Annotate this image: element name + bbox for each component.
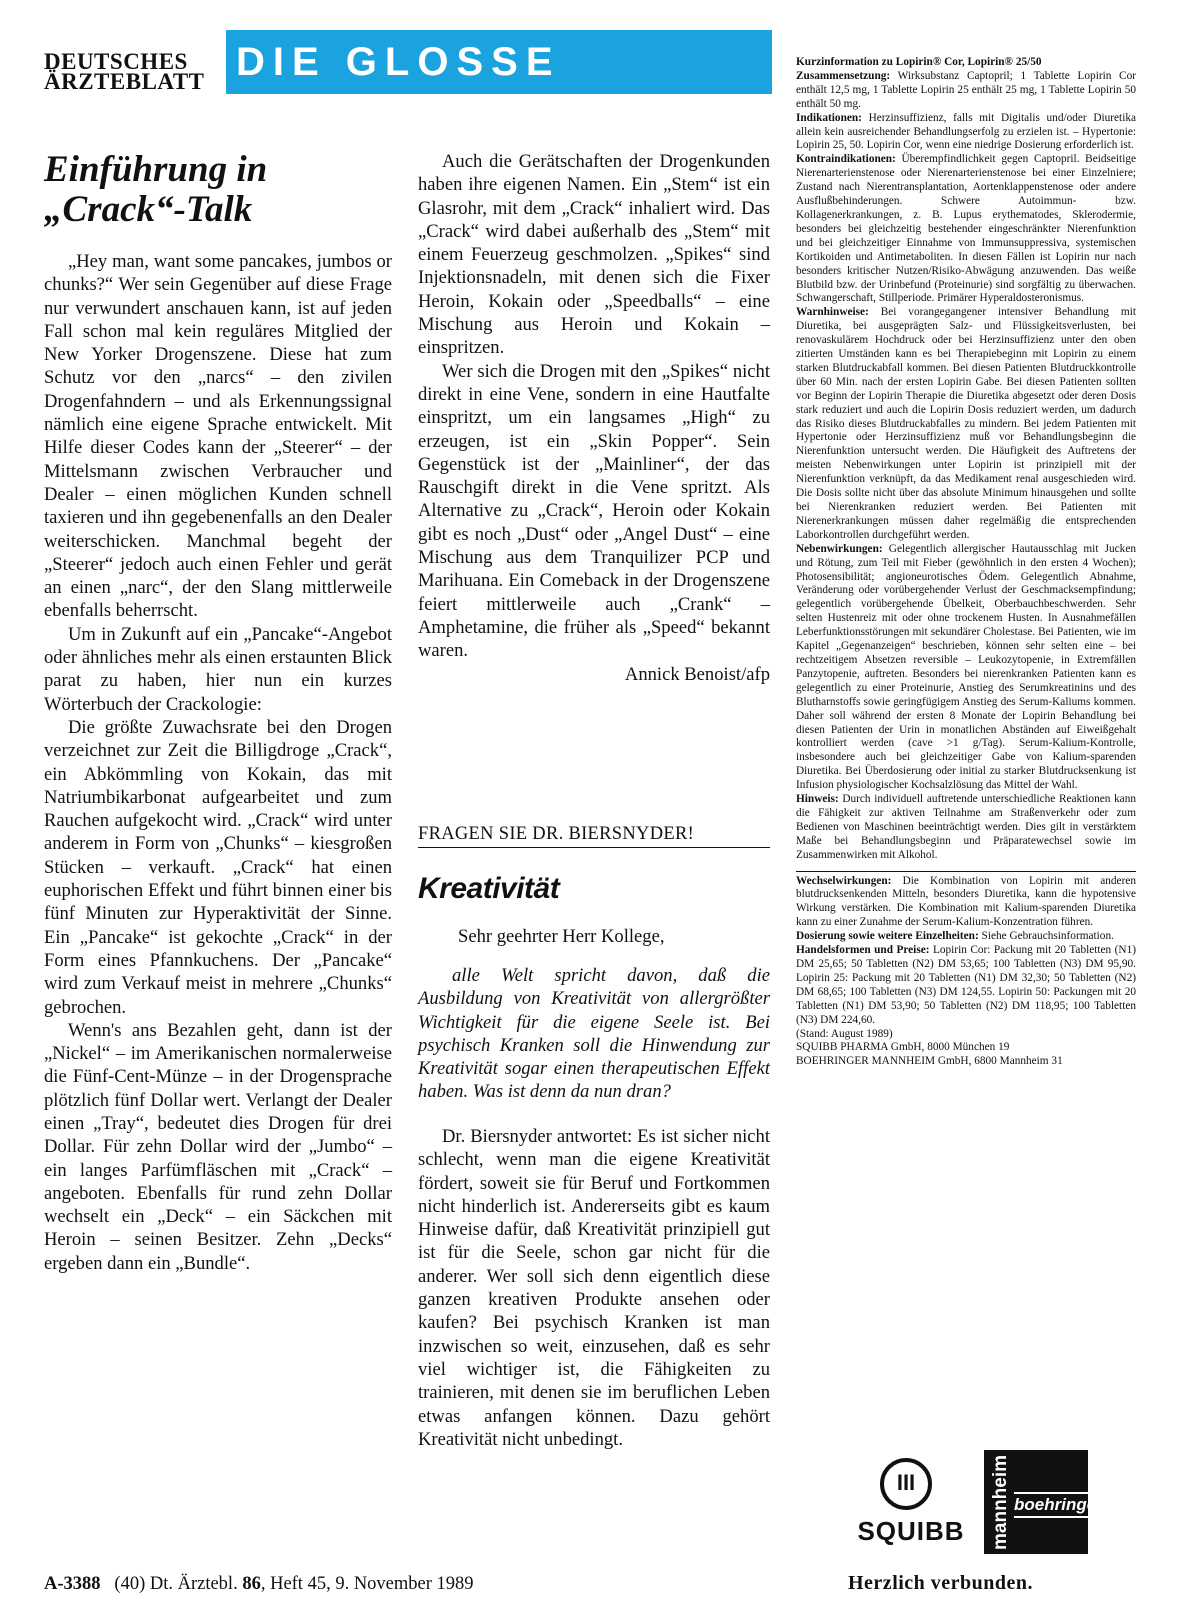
stand-date: (Stand: August 1989) xyxy=(796,1027,893,1040)
article-title xyxy=(44,150,394,230)
journal-ref: (40) Dt. Ärztebl. xyxy=(114,1574,238,1594)
info-paragraph xyxy=(796,793,1136,863)
article-title-line1: Einführung in xyxy=(44,149,268,190)
info-sections-2 xyxy=(796,871,1136,1028)
author-credit: Annick Benoist/afp xyxy=(624,663,770,685)
squibb-wordmark: SQUIBB xyxy=(857,1516,965,1546)
masthead-line1: DEUTSCHES xyxy=(44,49,188,74)
column-heading: FRAGEN SIE DR. BIERSNYDER! xyxy=(418,824,770,848)
reader-question xyxy=(418,964,770,1104)
info-text: Wirksubstanz Captopril; 1 Tablette Lopirin Cor enthält 12,5 mg, 1 Tablette Lopirin 25 enthält 25 mg, 1 Tablette Lopirin 50 enthält 50 mg. xyxy=(796,69,1137,110)
info-paragraph xyxy=(796,930,1136,944)
info-label: Zusammensetzung: xyxy=(796,69,891,82)
masthead xyxy=(44,49,214,94)
info-label: Warnhinweise: xyxy=(796,306,869,319)
info-text: Überempfindlichkeit gegen Captopril. Beidseitige Nierenarterienstenose oder Nierenarterienstenose bei einer Einzelniere; Zustand nach Nierentransplantation, Aortenklappenstenose oder andere Ausflußbehinderungen. Schwere Autoimmun- bzw. Kollagenerkrankungen, z. B. Lupus erythematodes, Sklerodermie, besonders bei gleichzeitig bestehender eingeschränkter Nierenfunktion und bei gleichzeitiger Einnahme von Immunsuppressiva, systemischen Kortikoiden und Antimetaboliten. In diesen Fällen ist Lopirin nur nach besonders kritischer Nutzen/Risiko-Abwägung anzuwenden. Das weiße Blutbild bzw. der Urinbefund (Proteinurie) sind sorgfältig zu überwachen. Schwangerschaft, Stillperiode. Primärer Hyperaldosteronismus. xyxy=(796,153,1136,305)
company-squibb: SQUIBB PHARMA GmbH, 8000 München 19 xyxy=(796,1041,1010,1054)
squibb-emblem-icon: III xyxy=(880,1458,932,1510)
info-paragraph xyxy=(796,944,1136,1027)
info-heading: Kurzinformation zu Lopirin® Cor, Lopirin® 25/50 xyxy=(796,56,1042,68)
info-paragraph xyxy=(796,875,1136,931)
info-paragraph xyxy=(796,153,1136,306)
info-paragraph xyxy=(796,70,1136,112)
squibb-logo xyxy=(856,1458,966,1550)
paragraph: Wenn's ans Bezahlen geht, dann ist der „Nickel“ – im Amerikanischen normalerweise die Fünf-Cent-Münze – in der Drogensprache plötzlich fünf Dollar wert. Verlangt der Dealer einen „Tray“, bedeutet dies Drogen für drei Dollar. Für zehn Dollar wird der „Jumbo“ – ein langes Parfümfläschen mit „Crack“ – angeboten. Ebenfalls für rund zehn Dollar wechselt ein „Deck“ – ein Säckchen mit Heroin – seinen Besitzer. Zehn „Decks“ ergeben dann ein „Bundle“. xyxy=(44,1019,392,1274)
page-footer xyxy=(44,1574,474,1595)
info-paragraph xyxy=(796,543,1136,793)
article2-title: Kreativität xyxy=(418,872,560,905)
salutation: Sehr geehrter Herr Kollege, xyxy=(458,926,665,947)
masthead-line2: ÄRZTEBLATT xyxy=(44,69,205,94)
info-sections xyxy=(796,70,1136,863)
paragraph: „Hey man, want some pancakes, jumbos or chunks?“ Wer sein Gegenüber auf diese Frage nur verwundert anschauen kann, ist auf jeden Fall schon mal kein reguläres Mitglied der New Yorker Drogenszene. Diese hat zum Schutz vor den „narcs“ – den zivilen Drogenfahndern – und als Erkennungssignal nämlich eine eigene Sprache entwickelt. Mit Hilfe dieser Codes kann der „Steerer“ – der Mittelsmann zwischen Verbraucher und Dealer – einen möglichen Kunden schnell taxieren und ihn gegebenenfalls an den Dealer weiterschicken. Manchmal begeht der „Steerer“ jedoch auch einen Fehler und gerät an einen „narc“, der den Slang mittlerweile ebenfalls beherrscht. xyxy=(44,251,392,622)
info-label: Nebenwirkungen: xyxy=(796,542,883,555)
info-text: Herzinsuffizienz, falls mit Digitalis und/oder Diuretika allein kein ausreichender Behandlungserfolg zu erzielen ist. – Hypertonie: Lopirin 25, 50. Lopirin Cor, wenn eine niedrige Dosierung erforderlich ist. xyxy=(796,111,1136,152)
issue-date: , Heft 45, 9. November 1989 xyxy=(260,1574,474,1594)
section-title: DIE GLOSSE xyxy=(236,40,561,84)
question-text: alle Welt spricht davon, daß die Ausbildung von Kreativität von allergrößter Wichtigkeit für die eigene Seele ist. Bei psychisch Kranken soll die Hinwendung zur Kreativität sogar einen therapeutischen Effekt haben. Was ist denn da nun dran? xyxy=(418,965,770,1103)
section-banner xyxy=(226,30,772,94)
info-text: Siehe Gebrauchsinformation. xyxy=(981,930,1114,943)
boehringer-wordmark: boehringer xyxy=(1014,1492,1103,1518)
info-text: Durch individuell auftretende unterschiedliche Reaktionen kann die Fähigkeit zur aktiven Teilnahme am Straßenverkehr oder zum Bedienen von Maschinen beeinträchtigt werden. Dies gilt in verstärktem Maße bei Behandlungsbeginn und Präparatewechsel sowie im Zusammenwirken mit Alkohol. xyxy=(796,793,1136,861)
info-text: Bei vorangegangener intensiver Behandlung mit Diuretika, bei ausgeprägten Salz- und Flüssigkeitsverlusten, bei renovaskulärem Hochdruck oder bei Herzinsuffizienz unter den oben zitierten Umständen kann es bei Therapiebeginn mit Lopirin zu einem starken Blutdruckabfall kommen. Bei diesen Patienten Blutdruckkontrolle über 60 Min. nach der ersten Lopirin Gabe. Bei diesen Patienten sollten vor Beginn der Lopirin Therapie die Diuretika abgesetzt oder deren Dosis stark reduziert und auch die Lopirin Dosis reduziert werden, um dadurch das Risiko dieses Blutdruckabfalles zu mindern. Bei jedem Patienten mit Hypertonie oder Herzinsuffizienz muß vor Behandlungsbeginn die Nierenfunktion untersucht werden. Die Häufigkeit des Auftretens der meisten Nebenwirkungen unter Lopirin ist prinzipiell mit der Nierenfunktion verknüpft, da das Medikament renal ausgeschieden wird. Die Dosis sollte nicht über das absolute Minimum hinausgehen und sollte bei Nierenkranken reduziert werden. Bei Patienten mit Nierenerkrankungen müssen daher regelmäßig die entsprechenden Laborkontrollen durchgeführt werden. xyxy=(796,306,1136,541)
ad-tagline: Herzlich verbunden. xyxy=(848,1572,1034,1594)
mannheim-wordmark: mannheim xyxy=(990,1454,1011,1550)
info-label: Kontraindikationen: xyxy=(796,153,896,166)
company-boehringer: BOEHRINGER MANNHEIM GmbH, 6800 Mannheim 31 xyxy=(796,1055,1063,1068)
info-text: Die Kombination von Lopirin mit anderen blutdrucksenkenden Mitteln, besonders Diuretika, kann die hypotensive Wirkung verstärken. Die Kombination mit Kalium-sparenden Diuretika kann zu einer Zunahme der Serum-Kalium-Konzentration führen. xyxy=(796,874,1136,929)
info-label: Indikationen: xyxy=(796,111,862,124)
article-column-2 xyxy=(418,150,770,686)
paragraph: Dr. Biersnyder antwortet: Es ist sicher nicht schlecht, wenn man die eigene Kreativität fördert, soweit sie für Beruf und Fortkommen nicht hinderlich ist. Andererseits gibt es kaum Hinweise dafür, daß Kreativität prinzipiell gut ist für die Seele, schon gar nicht für die anderer. Wer soll sich denn eigentlich diese ganzen kreativen Produkte ansehen oder kaufen? Bei psychisch Kranken ist man inzwischen so weit, einzusehen, daß es sehr viel wichtiger ist, die Fähigkeiten zu trainieren, mit denen sie im beruflichen Leben etwas anfangen können. Dazu gehört Kreativität nicht unbedingt. xyxy=(418,1126,770,1450)
paragraph: Die größte Zuwachsrate bei den Drogen verzeichnet zur Zeit die Billigdroge „Crack“, ein Abkömmling von Kokain, das mit Natriumbikarbonat aufgearbeitet und zum Rauchen aufgekocht wird. „Crack“ wird unter anderem in Form von „Chunks“ – kiesgroßen Stücken – verkauft. „Crack“ hat einen euphorischen Effekt und führt binnen einer bis fünf Minuten zur Hyperaktivität der Sinne. Ein „Pancake“ ist gekochte „Crack“ in der Form eines Pfannkuchens. Der „Pancake“ wird zum Verkauf meist in mehrere „Chunks“ gebrochen. xyxy=(44,716,392,1018)
doctor-answer xyxy=(418,1125,770,1451)
info-label: Handelsformen und Preise: xyxy=(796,944,930,957)
paragraph: Auch die Gerätschaften der Drogenkunden haben ihre eigenen Namen. Ein „Stem“ ist ein Glasrohr, mit dem „Crack“ inhaliert wird. Das „Crack“ wird dabei außerhalb des „Stem“ mit einem Feuerzeug geschmolzen. „Spikes“ sind Injektionsnadeln, mit denen sich die Fixer Heroin, Kokain oder „Speedballs“ – eine Mischung aus Heroin und Kokain – einspritzen. xyxy=(418,151,770,359)
article-title-line2: „Crack“-Talk xyxy=(44,189,253,230)
paragraph: Um in Zukunft auf ein „Pancake“-Angebot oder ähnliches mehr als einen erstaunten Blick parat zu haben, hier nun ein kurzes Wörterbuch der Crackologie: xyxy=(44,623,392,715)
info-paragraph xyxy=(796,306,1136,542)
volume: 86 xyxy=(242,1574,261,1594)
drug-information xyxy=(796,56,1136,1069)
info-label: Hinweis: xyxy=(796,793,839,806)
article-column-1 xyxy=(44,250,392,1275)
info-paragraph xyxy=(796,112,1136,154)
info-text: Gelegentlich allergischer Hautausschlag mit Jucken und Rötung, zum Teil mit Fieber (gewöhnlich in den ersten 4 Wochen); Photosensibilität; angioneurotisches Ödem. Gelegentlich Abnahme, Veränderung oder vorübergehender Verlust der Geschmacksempfindung; gelegentlich vorübergehende Übelkeit, Oberbauchbeschwerden. Sehr selten Hustenreiz mit oder ohne trockenem Husten. In Ausnahmefällen Leberfunktionsstörungen mit sekundärer Cholestase. Bei Patienten, wie im Kapitel „Gegenanzeigen“ beschrieben, können sehr selten eine – bei rechtzeitigem Absetzen reversible – Leukozytopenie, in Extremfällen Panzytopenie, auftreten. Besonders bei nierenkranken Patienten kann es gelegentlich zu einer Proteinurie, Anstieg des Serumkreatinins und des Blutharnstoffs sowie geringfügigem Anstieg des Serum-Kaliums kommen. Daher soll während der ersten 8 Monate der Lopirin Behandlung bei diesen Patienten der Urin in monatlichen Abständen auf Eiweißgehalt kontrolliert werden (cave >1 g/Tag). Serum-Kalium-Kontrolle, insbesondere auch bei gleichzeitiger Gabe von Kalium-sparenden Diuretika. Bei Überdosierung oder initial zu starker Blutdrucksenkung ist Infusion physiologischer Kochsalzlösung das Mittel der Wahl. xyxy=(796,542,1136,792)
info-label: Wechselwirkungen: xyxy=(796,874,892,887)
paragraph: Wer sich die Drogen mit den „Spikes“ nicht direkt in eine Vene, sondern in eine Hautfalte einspritzt, um ein langsames „High“ zu erzeugen, ist ein „Skin Popper“. Sein Gegenstück ist der „Mainliner“, der das Rauschgift direkt in die Vene spritzt. Als Alternative zu „Crack“, Heroin oder Kokain gibt es noch „Dust“ oder „Angel Dust“ – eine Mischung aus dem Tranquilizer PCP und Marihuana. Ein Comeback in der Drogenszene feiert mittlerweile auch „Crank“ – Amphetamine, die früher als „Speed“ bekannt waren. xyxy=(418,360,770,662)
boehringer-logo xyxy=(984,1450,1103,1554)
page-number: A-3388 xyxy=(44,1574,101,1594)
info-text: Lopirin Cor: Packung mit 20 Tabletten (N1) DM 25,65; 50 Tabletten (N2) DM 53,65; 100 Tabletten (N3) DM 95,90. Lopirin 25: Packung mit 20 Tabletten (N1) DM 32,30; 50 Tabletten (N2) DM 68,65; 100 Tabletten (N3) DM 124,55. Lopirin 50: Packungen mit 20 Tabletten (N1) DM 53,90; 50 Tabletten (N2) DM 118,95; 100 Tabletten (N3) DM 224,60. xyxy=(796,944,1136,1026)
info-label: Dosierung sowie weitere Einzelheiten: xyxy=(796,930,979,943)
